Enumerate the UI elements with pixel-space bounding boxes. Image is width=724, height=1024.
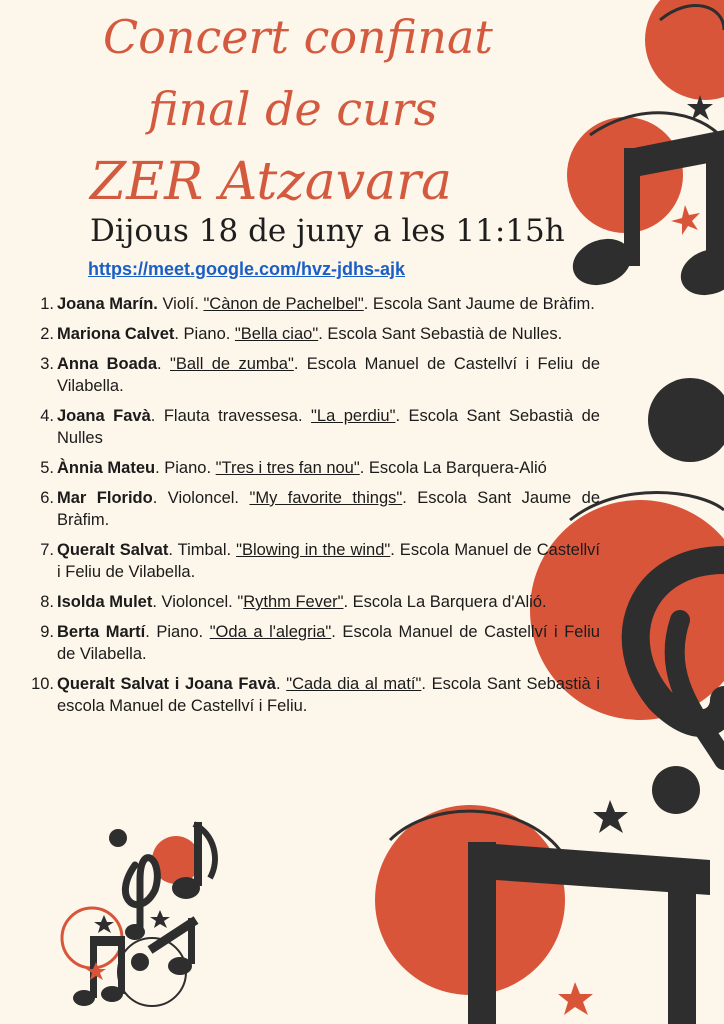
performer-list xyxy=(22,293,600,725)
star-icon xyxy=(593,800,628,833)
item-number: 9. xyxy=(40,623,54,641)
performer-instrument: . Violoncel. " xyxy=(152,593,244,611)
performer-name: Ànnia Mateu xyxy=(57,459,156,477)
performer-school: . Escola Manuel de Castellví i Feliu de Vilabella. xyxy=(57,355,601,395)
item-number: 2. xyxy=(40,325,54,343)
song-title: "Cànon de Pachelbel" xyxy=(203,295,364,313)
song-title: "La perdiu" xyxy=(311,407,396,425)
performer-item xyxy=(22,621,600,665)
item-number: 3. xyxy=(40,355,54,373)
item-number: 5. xyxy=(40,459,54,477)
performer-item xyxy=(22,487,600,531)
performer-item xyxy=(22,323,600,345)
song-title: "Ball de zumba" xyxy=(170,355,294,373)
performer-instrument: . Piano. xyxy=(155,459,216,477)
title-line-1: Concert confinat xyxy=(103,10,493,64)
performer-item xyxy=(22,457,600,479)
performer-item xyxy=(22,591,600,613)
beamed-notes-icon xyxy=(62,822,215,1006)
performer-name: Joana Marín. xyxy=(57,295,158,313)
performer-item xyxy=(22,539,600,583)
performer-name: Queralt Salvat xyxy=(57,541,169,559)
performer-school: . Escola Sant Sebastià de Nulles xyxy=(57,407,600,447)
item-number: 8. xyxy=(40,593,54,611)
performer-instrument: . Flauta travessesa. xyxy=(150,407,312,425)
performer-name: Queralt Salvat i Joana Favà xyxy=(57,675,276,693)
performer-name: Anna Boada xyxy=(57,355,158,373)
song-title: Rythm Fever" xyxy=(243,593,344,611)
item-number: 4. xyxy=(40,407,54,425)
performer-item xyxy=(22,353,600,397)
star-icon xyxy=(558,982,593,1015)
song-title: "Tres i tres fan nou" xyxy=(215,459,360,477)
performer-name: Berta Martí xyxy=(57,623,146,641)
item-number: 6. xyxy=(40,489,54,507)
date-line: Dijous 18 de juny a les 11:15h xyxy=(90,213,565,249)
performer-school: . Escola Sant Jaume de Bràfim. xyxy=(363,295,595,313)
performer-school: . Escola La Barquera d'Alió. xyxy=(343,593,547,611)
performer-school: . Escola Sant Sebastià i escola Manuel de Castellví i Feliu. xyxy=(57,675,600,715)
star-icon xyxy=(671,205,700,235)
performer-school: . Escola La Barquera-Alió xyxy=(359,459,547,477)
performer-instrument: . xyxy=(275,675,287,693)
dot-icon xyxy=(648,378,724,462)
performer-name: Joana Favà xyxy=(57,407,151,425)
dot-icon xyxy=(652,766,700,814)
performer-item xyxy=(22,405,600,449)
performer-item xyxy=(22,293,600,315)
title-line-2: final de curs xyxy=(148,82,438,136)
red-circle-decoration xyxy=(645,0,724,100)
meet-link[interactable]: https://meet.google.com/hvz-jdhs-ajk xyxy=(88,259,406,279)
song-title: "Blowing in the wind" xyxy=(236,541,391,559)
performer-instrument: . Violoncel. xyxy=(152,489,250,507)
song-title: "Oda a l'alegria" xyxy=(209,623,332,641)
performer-school: . Escola Sant Jaume de Bràfim. xyxy=(57,489,600,529)
performer-item xyxy=(22,673,600,717)
song-title: "Bella ciao" xyxy=(234,325,319,343)
performer-school: . Escola Manuel de Castellví i Feliu de Vilabella. xyxy=(57,623,600,663)
performer-instrument: . Piano. xyxy=(174,325,235,343)
item-number: 10. xyxy=(31,675,54,693)
item-number: 1. xyxy=(40,295,54,313)
song-title: "My favorite things" xyxy=(249,489,403,507)
performer-instrument: Violí. xyxy=(157,295,204,313)
song-title: "Cada dia al matí" xyxy=(286,675,422,693)
performer-name: Mariona Calvet xyxy=(57,325,175,343)
performer-instrument: . Timbal. xyxy=(168,541,237,559)
item-number: 7. xyxy=(40,541,54,559)
performer-name: Isolda Mulet xyxy=(57,593,153,611)
performer-school: . Escola Sant Sebastià de Nulles. xyxy=(318,325,563,343)
performer-instrument: . xyxy=(157,355,170,373)
title-line-3: ZER Atzavara xyxy=(90,152,452,212)
performer-school: . Escola Manuel de Castellví i Feliu de Vilabella. xyxy=(57,541,601,581)
performer-instrument: . Piano. xyxy=(145,623,210,641)
performer-name: Mar Florido xyxy=(57,489,153,507)
